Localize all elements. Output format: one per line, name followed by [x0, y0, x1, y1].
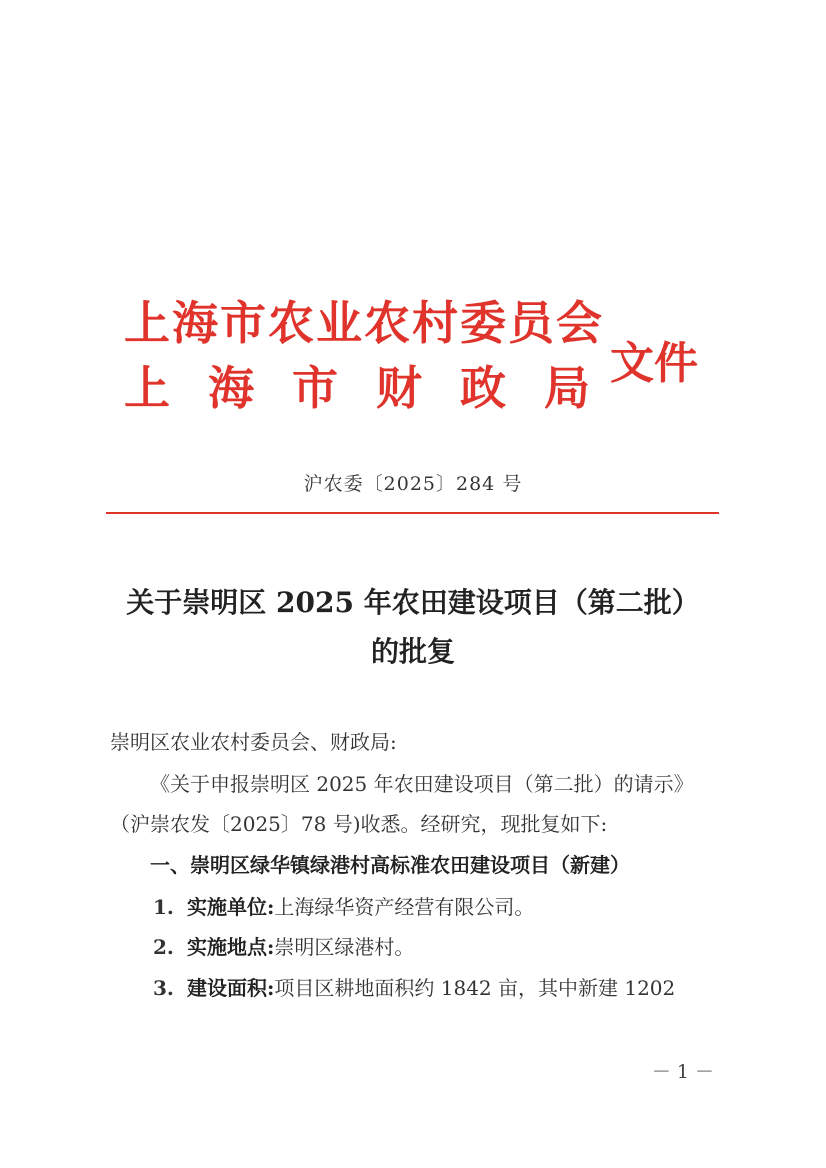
paragraph-line: 《关于申报崇明区 2025 年农田建设项目（第二批）的请示》	[150, 772, 694, 796]
document-title-line-1: 关于崇明区 2025 年农田建设项目（第二批）	[126, 586, 700, 619]
list-item	[153, 891, 534, 920]
addressee: 崇明区农业农村委员会、财政局:	[110, 730, 397, 754]
item-text: 上海绿华资产经营有限公司。	[274, 895, 535, 919]
item-text: 崇明区绿港村。	[274, 935, 415, 959]
org2-char: 局	[544, 361, 590, 415]
org2-char: 海	[208, 361, 254, 415]
document-number: 沪农委〔2025〕284 号	[303, 473, 523, 495]
section-heading: 一、崇明区绿华镇绿港村高标准农田建设项目（新建）	[150, 853, 630, 877]
item-text: 项目区耕地面积约 1842 亩，其中新建 1202	[274, 976, 676, 1000]
item-number: 1.	[153, 895, 174, 919]
org2-char: 市	[292, 361, 338, 415]
document-title-line-2: 的批复	[370, 635, 455, 668]
org2-char: 财	[376, 361, 422, 415]
list-item	[153, 931, 414, 960]
org2-char: 上	[124, 361, 170, 415]
item-label: 实施地点:	[187, 935, 275, 959]
item-label: 建设面积:	[187, 976, 275, 1000]
item-number: 3.	[153, 976, 174, 1000]
item-label: 实施单位:	[187, 895, 275, 919]
document-suffix: 文件	[610, 338, 698, 389]
org2-char: 政	[460, 361, 506, 415]
list-item	[153, 972, 675, 1001]
header-divider	[106, 512, 719, 514]
page-number: － 1 －	[651, 1061, 714, 1083]
issuing-org-2	[124, 352, 628, 418]
item-number: 2.	[153, 935, 174, 959]
issuing-org-1: 上海市农业农村委员会	[124, 296, 604, 350]
paragraph-line: （沪崇农发〔2025〕78 号)收悉。经研究，现批复如下:	[110, 812, 608, 836]
